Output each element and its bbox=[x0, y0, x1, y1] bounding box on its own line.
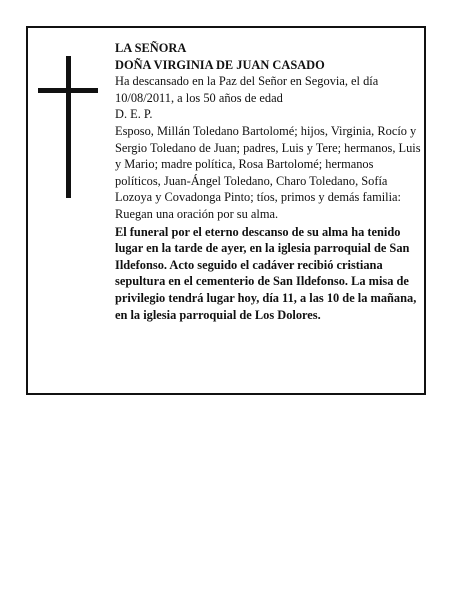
death-statement: Ha descansado en la Paz del Señor en Segovia, el día 10/08/2011, a los 50 años de edad bbox=[115, 74, 379, 105]
family-list: Esposo, Millán Toledano Bartolomé; hijos, Virginia, Rocío y Sergio Toledano de Juan; padres, Luis y Tere; hermanos, Luis y Mario; madre política, Rosa Bartolomé; hermanos políticos, Juan-Ángel Toledano, Charo Toledano, Sofía Lozoya y Covadonga Pinto; tíos, primos y demás familia: bbox=[115, 123, 421, 205]
cross-horizontal-bar bbox=[38, 88, 98, 93]
funeral-information: El funeral por el eterno descanso de su alma ha tenido lugar en la tarde de ayer, en la iglesia parroquial de San Ildefonso. Acto seguido el cadáver recibió cristiana sepultura en el cementerio de San Ildefonso. La misa de privilegio tendrá lugar hoy, día 11, a las 10 de la mañana, en la iglesia parroquial de Los Dolores. bbox=[115, 224, 417, 322]
prayer-request: Ruegan una oración por su alma. bbox=[115, 206, 279, 221]
latin-cross-icon bbox=[38, 56, 98, 198]
dep-abbreviation: D. E. P. bbox=[115, 107, 153, 122]
obituary-notice-frame bbox=[26, 26, 426, 395]
cross-vertical-bar bbox=[66, 56, 71, 198]
deceased-name: DOÑA VIRGINIA DE JUAN CASADO bbox=[115, 57, 325, 72]
obituary-text bbox=[115, 40, 421, 323]
honorific-title: LA SEÑORA bbox=[115, 41, 187, 55]
